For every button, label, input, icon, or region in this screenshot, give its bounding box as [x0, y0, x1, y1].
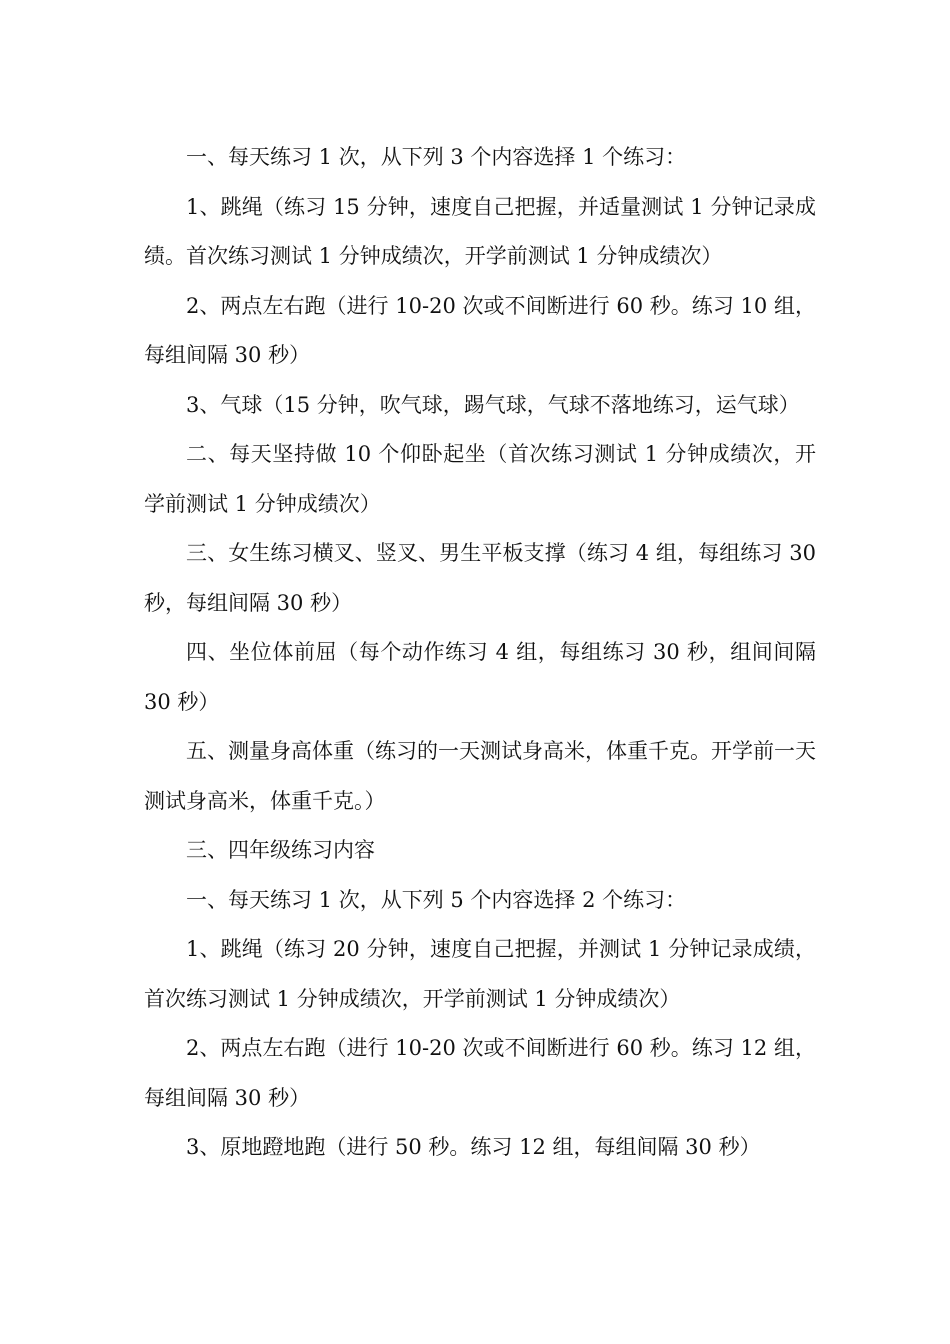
paragraph-splits-plank: 三、女生练习横叉、竖叉、男生平板支撑（练习 4 组，每组练习 30 秒，每组间隔 30 秒） [144, 541, 816, 615]
paragraph-running-in-place: 3、原地蹬地跑（进行 50 秒。练习 12 组，每组间隔 30 秒） [186, 1135, 761, 1159]
paragraph-jump-rope-2: 1、跳绳（练习 20 分钟，速度自己把握，并测试 1 分钟记录成绩，首次练习测试 1 分钟成绩次，开学前测试 1 分钟成绩次） [144, 937, 816, 1011]
paragraph-sit-and-reach: 四、坐位体前屈（每个动作练习 4 组，每组练习 30 秒，组间间隔 30 秒） [144, 640, 816, 714]
document-body [144, 133, 816, 1173]
paragraph-shuttle-run-2: 2、两点左右跑（进行 10-20 次或不间断进行 60 秒。练习 12 组，每组间隔 30 秒） [144, 1036, 816, 1110]
section-heading-grade-3-4: 三、四年级练习内容 [186, 838, 375, 862]
paragraph-balloon: 3、气球（15 分钟，吹气球，踢气球，气球不落地练习，运气球） [186, 392, 800, 417]
paragraph-jump-rope-1: 1、跳绳（练习 15 分钟，速度自己把握，并适量测试 1 分钟记录成绩。首次练习测试 1 分钟成绩次，开学前测试 1 分钟成绩次） [144, 194, 816, 268]
paragraph-sit-ups: 二、每天坚持做 10 个仰卧起坐（首次练习测试 1 分钟成绩次，开学前测试 1 分钟成绩次） [144, 442, 816, 516]
paragraph-height-weight: 五、测量身高体重（练习的一天测试身高米，体重千克。开学前一天测试身高米，体重千克。） [144, 739, 816, 813]
paragraph-daily-practice-2: 一、每天练习 1 次，从下列 5 个内容选择 2 个练习： [186, 887, 687, 912]
paragraph-shuttle-run-1: 2、两点左右跑（进行 10-20 次或不间断进行 60 秒。练习 10 组，每组间隔 30 秒） [144, 293, 816, 367]
paragraph-daily-practice-1: 一、每天练习 1 次，从下列 3 个内容选择 1 个练习： [186, 145, 687, 169]
